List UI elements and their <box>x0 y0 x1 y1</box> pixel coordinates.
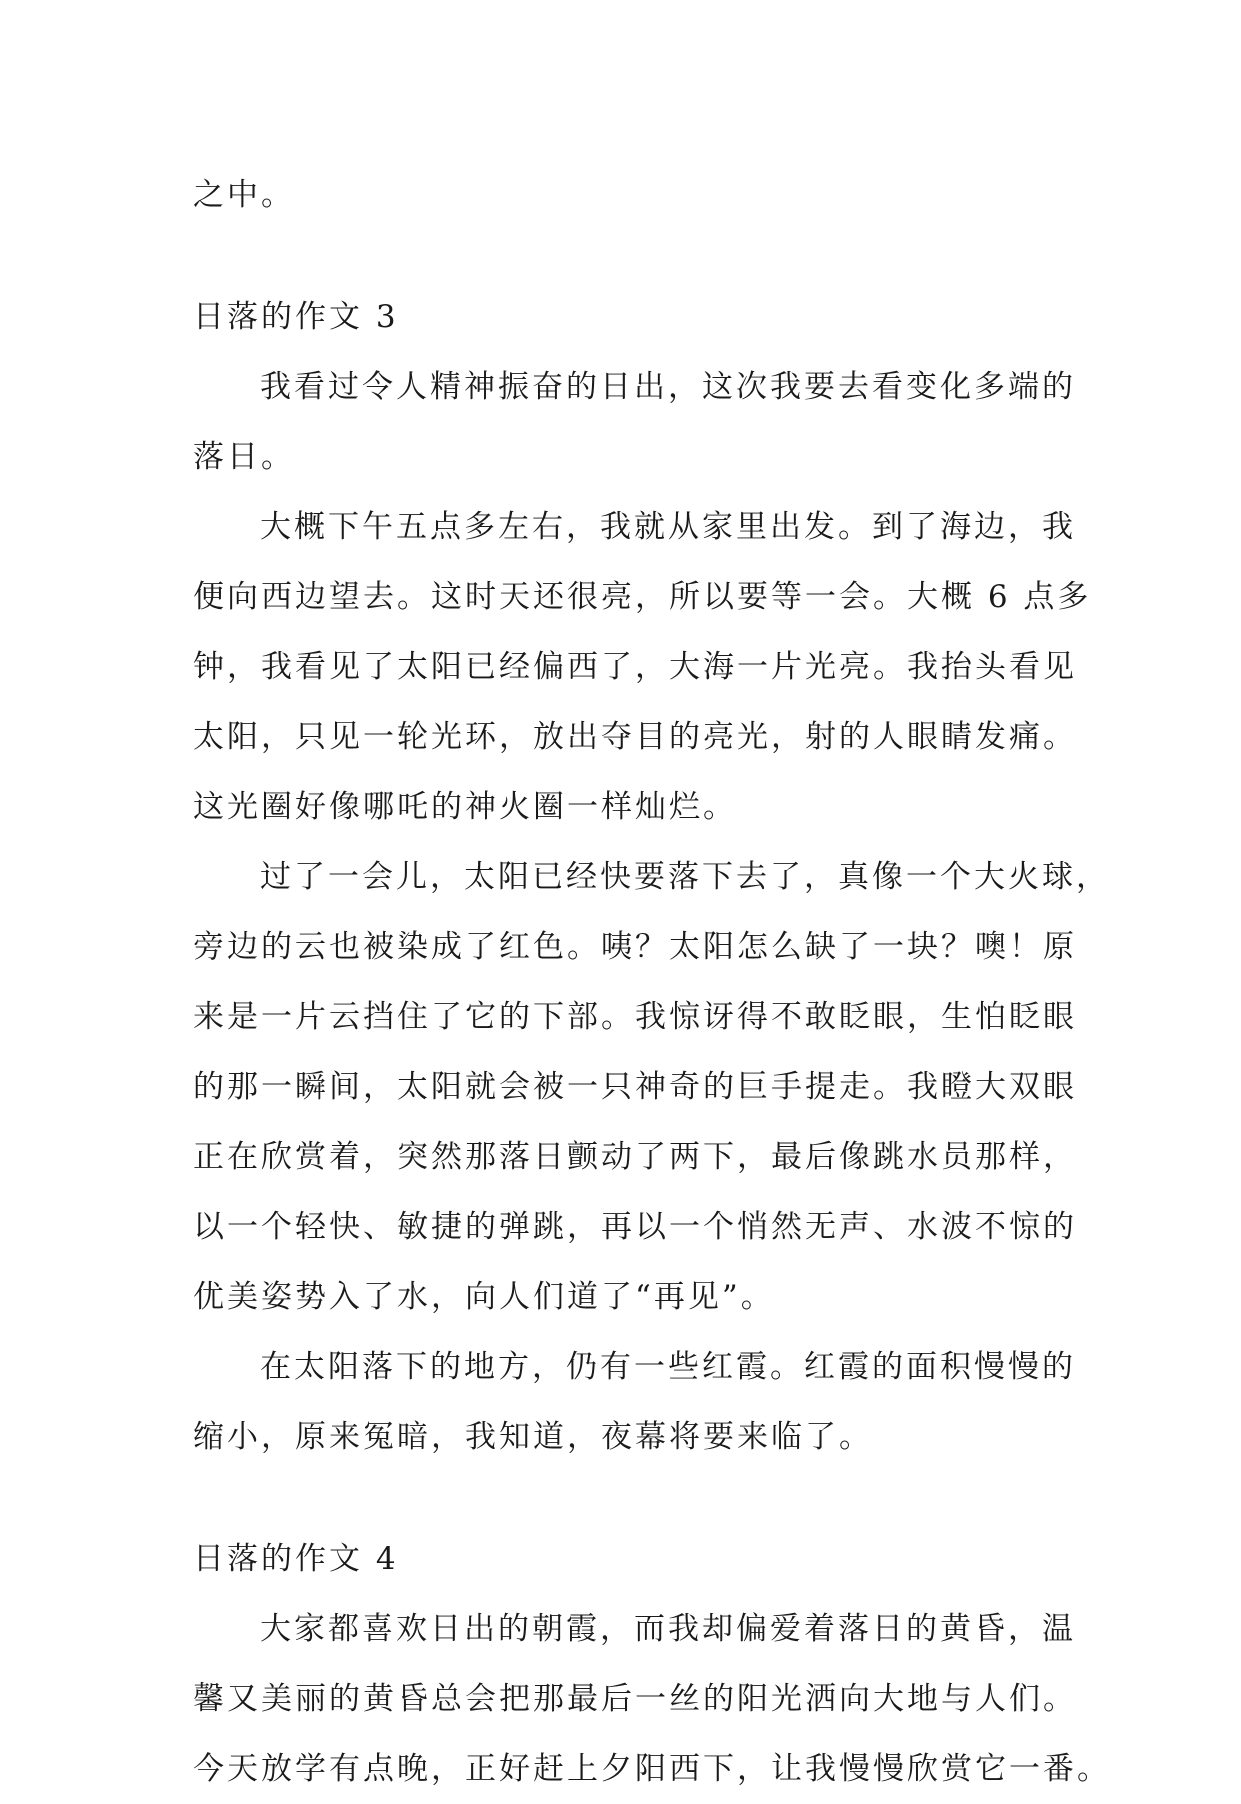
paragraph-line: 钟，我看见了太阳已经偏西了，大海一片光亮。我抬头看见 <box>193 649 1077 685</box>
paragraph-line: 正在欣赏着，突然那落日颤动了两下，最后像跳水员那样， <box>193 1139 1077 1175</box>
paragraph-line: 以一个轻快、敏捷的弹跳，再以一个悄然无声、水波不惊的 <box>193 1209 1077 1245</box>
paragraph-line: 过了一会儿，太阳已经快要落下去了，真像一个大火球， <box>260 859 1110 895</box>
paragraph-line: 在太阳落下的地方，仍有一些红霞。红霞的面积慢慢的 <box>260 1349 1076 1385</box>
paragraph-line: 大家都喜欢日出的朝霞，而我却偏爱着落日的黄昏，温 <box>260 1611 1076 1647</box>
paragraph-line: 便向西边望去。这时天还很亮，所以要等一会。大概 6 点多 <box>193 579 1092 615</box>
paragraph-line: 来是一片云挡住了它的下部。我惊讶得不敢眨眼，生怕眨眼 <box>193 999 1077 1035</box>
paragraph-line: 这光圈好像哪吒的神火圈一样灿烂。 <box>193 789 737 825</box>
paragraph-line: 今天放学有点晚，正好赶上夕阳西下，让我慢慢欣赏它一番。 <box>193 1751 1111 1787</box>
paragraph-line: 缩小，原来冤暗，我知道，夜幕将要来临了。 <box>193 1419 873 1455</box>
document-body <box>193 160 1111 1804</box>
paragraph-line: 太阳，只见一轮光环，放出夺目的亮光，射的人眼睛发痛。 <box>193 719 1077 755</box>
paragraph-line: 旁边的云也被染成了红色。咦？太阳怎么缺了一块？噢！原 <box>193 929 1077 965</box>
paragraph-line: 落日。 <box>193 439 295 475</box>
paragraph-line: 优美姿势入了水，向人们道了“再见”。 <box>193 1279 775 1315</box>
paragraph-line: 我看过令人精神振奋的日出，这次我要去看变化多端的 <box>260 369 1076 405</box>
section-gap <box>193 230 1073 282</box>
section-gap <box>193 1472 1073 1524</box>
continuation-line: 之中。 <box>193 177 295 213</box>
paragraph-line: 大概下午五点多左右，我就从家里出发。到了海边，我 <box>260 509 1076 545</box>
section-title: 日落的作文 4 <box>193 1541 399 1577</box>
paragraph-line: 的那一瞬间，太阳就会被一只神奇的巨手提走。我瞪大双眼 <box>193 1069 1077 1105</box>
paragraph-line: 馨又美丽的黄昏总会把那最后一丝的阳光洒向大地与人们。 <box>193 1681 1077 1717</box>
section-title: 日落的作文 3 <box>193 299 399 335</box>
